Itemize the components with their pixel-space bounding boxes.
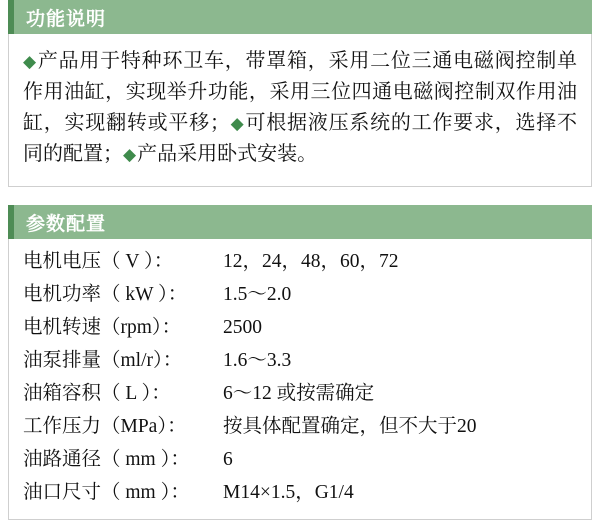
spec-row (9, 245, 591, 278)
spec-value: M14×1.5，G1/4 (223, 482, 354, 503)
diamond-bullet-icon: ◆ (229, 114, 245, 133)
spec-label: 油口尺寸（ mm ）： (23, 482, 190, 503)
spec-value: 6～12 或按需确定 (223, 383, 375, 404)
spec-value: 6 (223, 449, 233, 470)
features-paragraph (23, 46, 577, 170)
features-section-header (8, 0, 592, 34)
spec-row (9, 443, 591, 476)
features-section-body (8, 34, 592, 187)
spec-value: 1.6～3.3 (223, 350, 292, 371)
diamond-bullet-icon: ◆ (23, 52, 37, 71)
spec-row (9, 344, 591, 377)
spec-label: 油泵排量（ml/r）： (23, 350, 183, 371)
spec-value: 1.5～2.0 (223, 284, 292, 305)
specs-section (8, 205, 592, 520)
section-spacer (8, 187, 592, 205)
spec-value: 按具体配置确定，但不大于20 (223, 416, 477, 437)
spec-value: 12，24，48，60，72 (223, 251, 399, 272)
features-section-title: 功能说明 (26, 8, 107, 30)
spec-label: 电机转速（rpm）： (23, 317, 182, 338)
specs-section-body (8, 239, 592, 520)
spec-value: 2500 (223, 317, 262, 338)
spec-row (9, 476, 591, 509)
feature-text-3: 产品采用卧式安装。 (137, 143, 318, 165)
spec-label: 电机功率（ kW ）： (23, 284, 188, 305)
specs-section-header (8, 205, 592, 239)
spec-label: 电机电压（ V ）： (23, 251, 174, 272)
features-section (8, 0, 592, 187)
spec-row (9, 377, 591, 410)
spec-row (9, 311, 591, 344)
spec-label: 油箱容积（ L ）： (23, 383, 171, 404)
diamond-bullet-icon: ◆ (123, 145, 137, 164)
specs-section-title: 参数配置 (26, 213, 107, 235)
feature-text-1: 产品用于特种环卫车，带罩箱，采用二位三通电磁阀控制单作用油缸，实现举升功能，采用三位四通电磁阀控制双作用油缸，实现翻转或平移； (23, 50, 577, 134)
spec-label: 油路通径（ mm ）： (23, 449, 190, 470)
spec-label: 工作压力（MPa）： (23, 416, 187, 437)
spec-row (9, 410, 591, 443)
spec-row (9, 278, 591, 311)
feature-text-2: 可根据液压系统的工作要求，选择不同的配置； (23, 112, 578, 165)
